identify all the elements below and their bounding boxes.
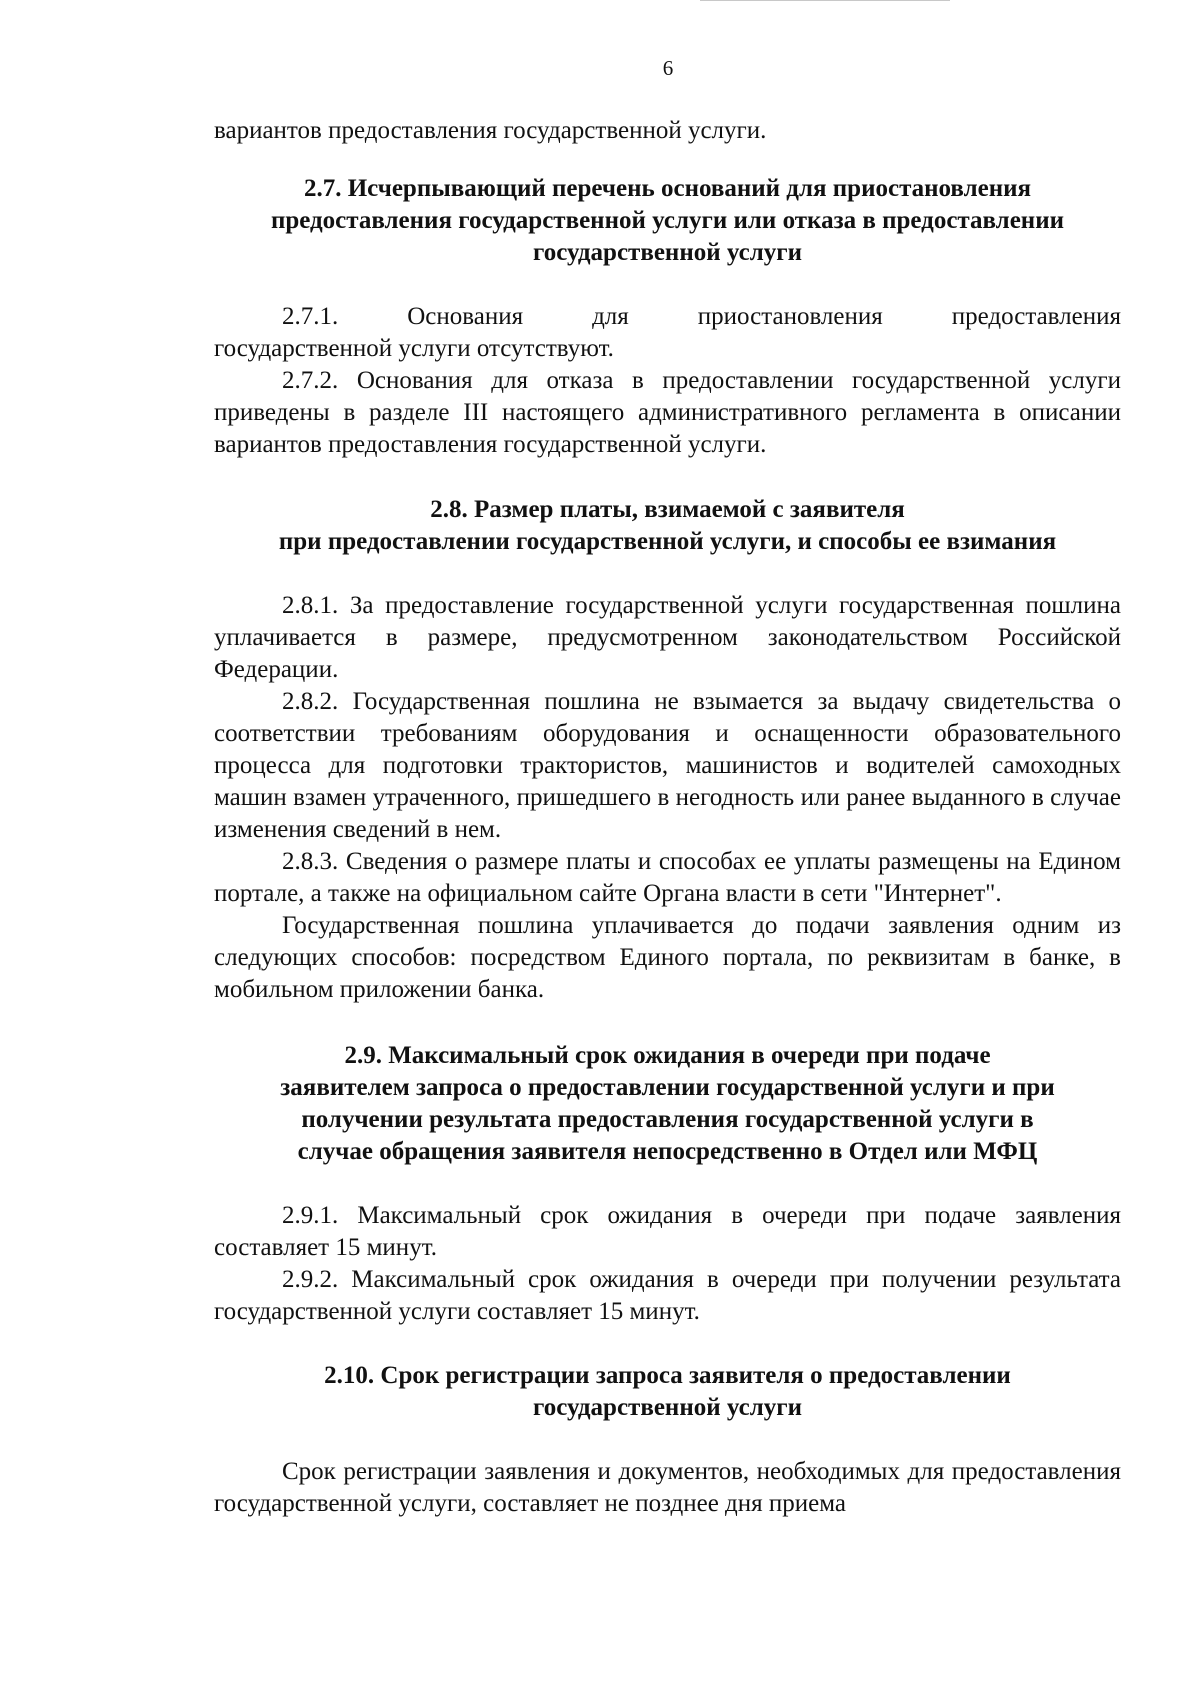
word: Основания <box>407 303 524 330</box>
section-2-10-heading <box>214 1360 1121 1424</box>
heading-line: случае обращения заявителя непосредственно в Отдел или МФЦ <box>297 1138 1038 1165</box>
word: приостановления <box>697 303 883 330</box>
heading-line: при предоставлении государственной услуги, и способы ее взимания <box>278 528 1057 555</box>
paragraph-2-7-1 <box>214 301 1121 365</box>
paragraph-2-9-2: 2.9.2. Максимальный срок ожидания в очереди при получении результата государственной услуги составляет 15 минут. <box>214 1266 1121 1325</box>
paragraph-2-7-2: 2.7.2. Основания для отказа в предоставлении государственной услуги приведены в разделе III настоящего административного регламента в описании вариантов предоставления государственной услуги. <box>214 367 1121 458</box>
heading-line: 2.9. Максимальный срок ожидания в очереди при подаче <box>344 1042 991 1069</box>
section-2-8-heading <box>214 494 1121 558</box>
section-2-9-heading <box>214 1040 1121 1168</box>
page-number: 6 <box>662 56 674 80</box>
heading-line: государственной услуги <box>532 239 803 266</box>
paragraph-2-10-1: Срок регистрации заявления и документов, необходимых для предоставления государственной услуги, составляет не позднее дня приема <box>214 1458 1121 1517</box>
heading-line: заявителем запроса о предоставлении государственной услуги и при <box>280 1074 1055 1101</box>
section-2-7-heading <box>214 173 1121 269</box>
heading-line: государственной услуги <box>532 1394 803 1421</box>
document-body <box>214 115 1121 1520</box>
intro-line: вариантов предоставления государственной услуги. <box>214 117 767 144</box>
heading-line: получении результата предоставления государственной услуги в <box>301 1106 1034 1133</box>
paragraph-rest: государственной услуги отсутствуют. <box>214 335 614 362</box>
heading-line: предоставления государственной услуги или отказа в предоставлении <box>270 207 1065 234</box>
paragraph-first-line <box>214 301 1121 333</box>
word: для <box>592 303 629 330</box>
word: предоставления <box>951 303 1121 330</box>
paragraph-2-8-fee: Государственная пошлина уплачивается до подачи заявления одним из следующих способов: посредством Единого портала, по реквизитам в банке, в мобильном приложении банка. <box>214 912 1121 1003</box>
scan-artifact-line <box>700 0 950 1</box>
heading-line: 2.7. Исчерпывающий перечень оснований для приостановления <box>303 175 1032 202</box>
paragraph-2-8-2: 2.8.2. Государственная пошлина не взымается за выдачу свидетельства о соответствии требованиям оборудования и оснащенности образовательного процесса для подготовки трактористов, машинистов и водителей самоходных машин взамен утраченного, пришедшего в негодность или ранее выданного в случае изменения сведений в нем. <box>214 688 1121 843</box>
paragraph-2-8-3: 2.8.3. Сведения о размере платы и способах ее уплаты размещены на Едином портале, а также на официальном сайте Органа власти в сети "Интернет". <box>214 848 1121 907</box>
paragraph-2-9-1: 2.9.1. Максимальный срок ожидания в очереди при подаче заявления составляет 15 минут. <box>214 1202 1121 1261</box>
heading-line: 2.10. Срок регистрации запроса заявителя о предоставлении <box>324 1362 1011 1389</box>
heading-line: 2.8. Размер платы, взимаемой с заявителя <box>430 496 905 523</box>
word: 2.7.1. <box>282 303 339 330</box>
paragraph-2-8-1: 2.8.1. За предоставление государственной услуги государственная пошлина уплачивается в размере, предусмотренном законодательством Российской Федерации. <box>214 592 1121 683</box>
